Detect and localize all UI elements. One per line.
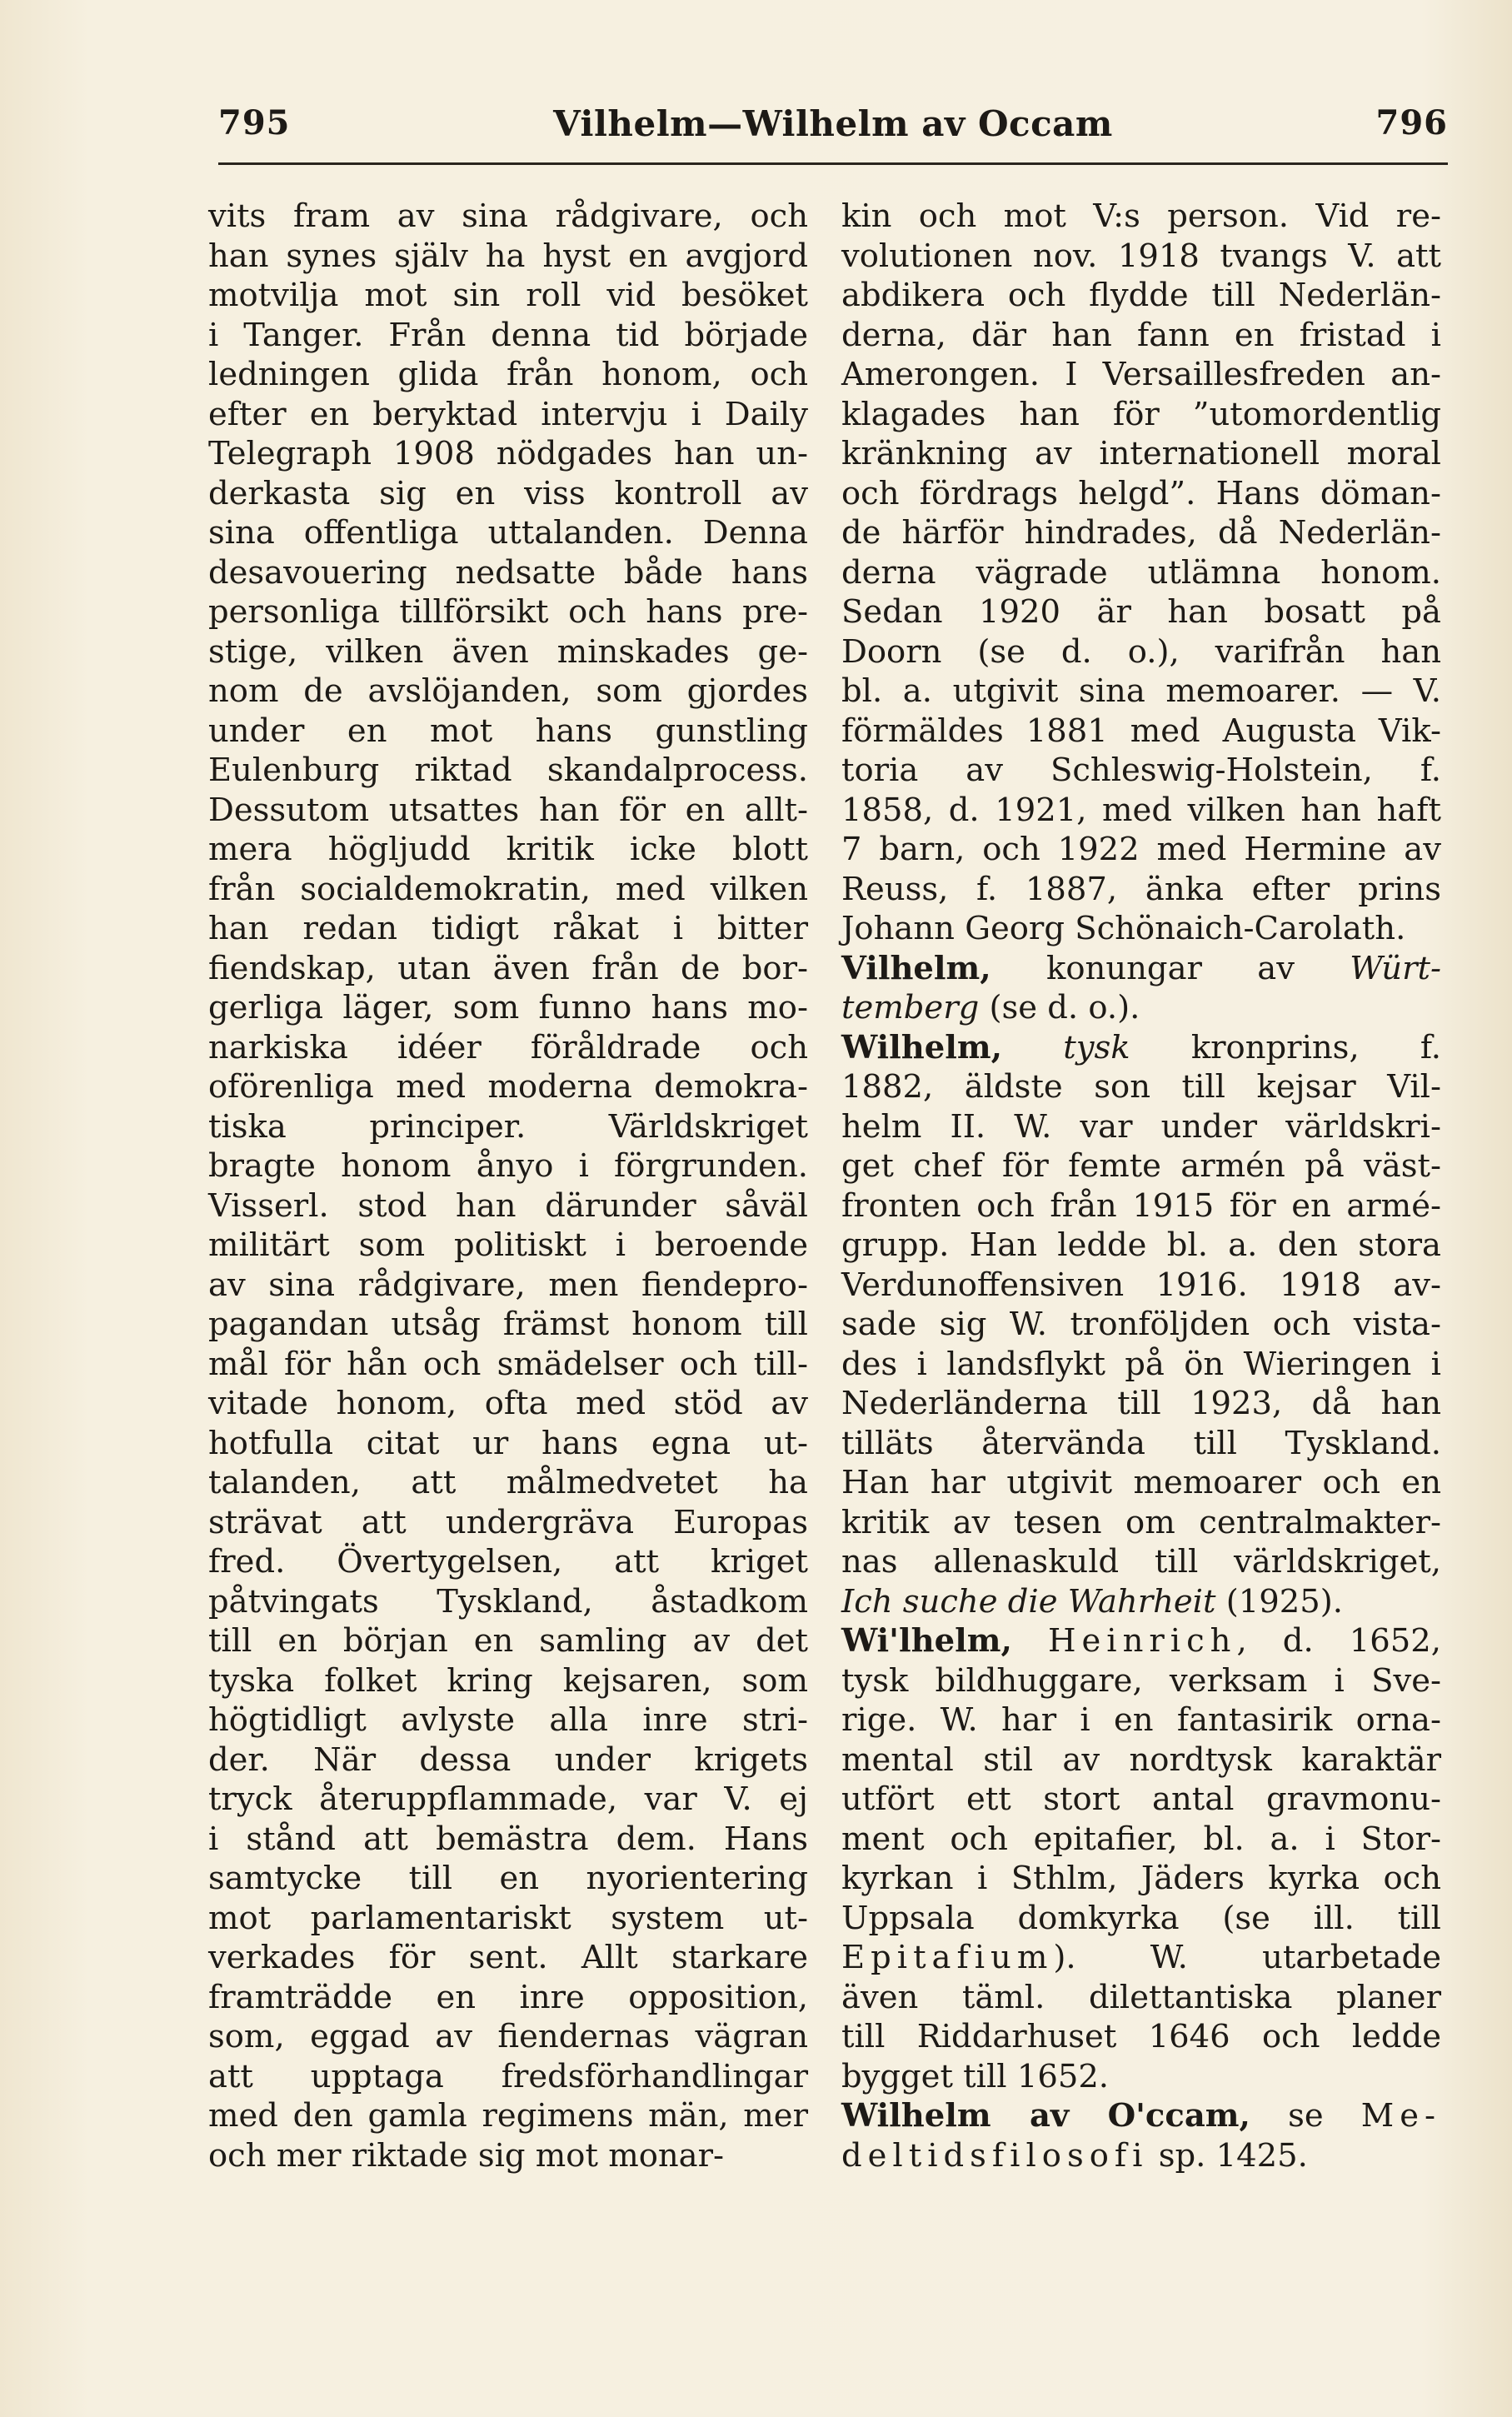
text-line: nas allenaskuld till världskriget, bbox=[841, 1543, 1441, 1581]
text-line: mera högljudd kritik icke blott bbox=[208, 831, 808, 868]
entry-vilhelm-wurttemberg-line2: temberg (se d. o.). bbox=[841, 989, 1140, 1026]
text-line: Uppsala domkyrka (se ill. till bbox=[841, 1899, 1441, 1937]
text-line: derna, där han fann en fristad i bbox=[841, 316, 1441, 354]
text-line: i stånd att bemästra dem. Hans bbox=[208, 1820, 808, 1858]
book-title: Ich suche die Wahrheit bbox=[841, 1582, 1216, 1620]
text-line: motvilja mot sin roll vid besöket bbox=[208, 277, 808, 314]
text-line: mental stil av nordtysk karaktär bbox=[841, 1740, 1441, 1779]
text-line: och mer riktade sig mot monar- bbox=[208, 2136, 725, 2175]
text-line: han synes själv ha hyst en avgjord bbox=[208, 237, 808, 275]
text-line: Eulenburg riktad skandalprocess. bbox=[208, 752, 808, 789]
text-line: Amerongen. I Versaillesfreden an- bbox=[841, 356, 1441, 393]
text-line: Verdunoffensiven 1916. 1918 av- bbox=[841, 1266, 1441, 1304]
text-line: tiska principer. Världskriget bbox=[208, 1107, 808, 1146]
text-line: till Riddarhuset 1646 och ledde bbox=[841, 2018, 1441, 2055]
text-line: högtidligt avlyste alla inre stri- bbox=[208, 1701, 808, 1739]
text-line: klagades han för ”utomordentlig bbox=[841, 395, 1441, 433]
headword: Wi'lhelm, bbox=[841, 1622, 1012, 1660]
header-rule bbox=[218, 162, 1448, 165]
running-head-title: Vilhelm—Wilhelm av Occam bbox=[553, 103, 1113, 144]
entry-vilhelm-wurttemberg-line1: Vilhelm, konungar av Würt- bbox=[841, 949, 1441, 987]
text-line: vits fram av sina rådgivare, och bbox=[208, 197, 808, 235]
entry-wilhelm-heinrich-body-b bbox=[841, 1978, 1441, 2097]
cross-reference: temberg bbox=[841, 989, 980, 1026]
text-line: derna vägrade utlämna honom. bbox=[841, 553, 1441, 592]
left-column bbox=[208, 197, 808, 2175]
text-line: av sina rådgivare, men fiendepro- bbox=[208, 1266, 808, 1304]
text-line: der. När dessa under krigets bbox=[208, 1740, 808, 1779]
person-name: Heinrich bbox=[1047, 1622, 1237, 1660]
text-line: utfört ett stort antal gravmonu- bbox=[841, 1780, 1441, 1818]
entry-wilhelm-heinrich-line1: Wi'lhelm, Heinrich, d. 1652, bbox=[841, 1622, 1441, 1660]
text-line: Visserl. stod han därunder såväl bbox=[208, 1186, 808, 1225]
text-line: hotfulla citat ur hans egna ut- bbox=[208, 1424, 808, 1462]
text-line: bragte honom ånyo i förgrunden. bbox=[208, 1147, 808, 1185]
text-line: talanden, att målmedvetet ha bbox=[208, 1464, 808, 1501]
text-line: tryck återuppflammade, var V. ej bbox=[208, 1780, 808, 1818]
text-line: ment och epitafier, bl. a. i Stor- bbox=[841, 1820, 1441, 1858]
right-intro-text bbox=[841, 197, 1441, 949]
text-line: Johann Georg Schönaich-Carolath. bbox=[841, 910, 1406, 947]
entry-wilhelm-occam-line2: deltidsfilosofi sp. 1425. bbox=[841, 2136, 1308, 2175]
headword: Vilhelm, bbox=[841, 949, 991, 987]
text-line: stige, vilken även minskades ge- bbox=[208, 632, 808, 671]
entry-wilhelm-kronprins-body bbox=[841, 1067, 1441, 1582]
cross-reference: Würt- bbox=[1350, 949, 1441, 987]
headword: Wilhelm av O'ccam, bbox=[841, 2097, 1250, 2135]
text-line: förmäldes 1881 med Augusta Vik- bbox=[841, 712, 1441, 750]
text-line: påtvingats Tyskland, åstadkom bbox=[208, 1582, 808, 1620]
text-line: Doorn (se d. o.), varifrån han bbox=[841, 632, 1441, 671]
text-line: i Tanger. Från denna tid började bbox=[208, 316, 808, 354]
text-line: verkades för sent. Allt starkare bbox=[208, 1939, 808, 1976]
text-line: Reuss, f. 1887, änka efter prins bbox=[841, 870, 1441, 908]
text-line: med den gamla regimens män, mer bbox=[208, 2097, 808, 2135]
text-line: Sedan 1920 är han bosatt på bbox=[841, 593, 1441, 631]
text-line: des i landsflykt på ön Wieringen i bbox=[841, 1345, 1441, 1383]
text-line: abdikera och flydde till Nederlän- bbox=[841, 277, 1441, 314]
text-line: oförenliga med moderna demokra- bbox=[208, 1068, 808, 1106]
text-line: under en mot hans gunstling bbox=[208, 712, 808, 750]
text-line: kyrkan i Sthlm, Jäders kyrka och bbox=[841, 1860, 1441, 1897]
text-line: pagandan utsåg främst honom till bbox=[208, 1306, 808, 1343]
text-line: till en början en samling av det bbox=[208, 1622, 808, 1660]
text-line: desavouering nedsatte både hans bbox=[208, 553, 808, 592]
right-column bbox=[841, 197, 1441, 2175]
text-line: gerliga läger, som funno hans mo- bbox=[208, 989, 808, 1026]
right-page-number: 796 bbox=[1375, 103, 1448, 142]
text-line: 7 barn, och 1922 med Hermine av bbox=[841, 831, 1441, 868]
text-line: han redan tidigt råkat i bitter bbox=[208, 910, 808, 947]
text-line: även täml. dilettantiska planer bbox=[841, 1978, 1441, 2016]
entry-wilhelm-kronprins-book: Ich suche die Wahrheit (1925). bbox=[841, 1582, 1343, 1620]
cross-reference: deltidsfilosofi bbox=[841, 2136, 1149, 2175]
page-header bbox=[218, 98, 1448, 157]
text-line: fred. Övertygelsen, att kriget bbox=[208, 1543, 808, 1581]
headword: Wilhelm, bbox=[841, 1028, 1003, 1066]
text-line: framträdde en inre opposition, bbox=[208, 1978, 808, 2016]
text-line: kritik av tesen om centralmakter- bbox=[841, 1503, 1441, 1541]
text-line: bl. a. utgivit sina memoarer. — V. bbox=[841, 672, 1441, 710]
text-line: volutionen nov. 1918 tvangs V. att bbox=[841, 237, 1441, 275]
text-line: efter en beryktad intervju i Daily bbox=[208, 395, 808, 433]
entry-wilhelm-heinrich-ref-line: Epitafium). W. utarbetade bbox=[841, 1939, 1441, 1976]
text-line: strävat att undergräva Europas bbox=[208, 1503, 808, 1541]
text-line: Nederländerna till 1923, då han bbox=[841, 1385, 1441, 1422]
text-line: Telegraph 1908 nödgades han un- bbox=[208, 435, 808, 472]
text-line: 1882, äldste son till kejsar Vil- bbox=[841, 1068, 1441, 1106]
text-line: grupp. Han ledde bl. a. den stora bbox=[841, 1226, 1441, 1264]
text-line: mot parlamentariskt system ut- bbox=[208, 1899, 808, 1937]
text-line: ledningen glida från honom, och bbox=[208, 356, 808, 393]
text-line: derkasta sig en viss kontroll av bbox=[208, 474, 808, 512]
text-line: fiendskap, utan även från de bor- bbox=[208, 949, 808, 987]
text-line: samtycke till en nyorientering bbox=[208, 1860, 808, 1897]
text-line: mål för hån och smädelser och till- bbox=[208, 1345, 808, 1383]
text-line: som, eggad av fiendernas vägran bbox=[208, 2018, 808, 2055]
left-page-number: 795 bbox=[218, 103, 291, 142]
text-line: och fördrags helgd”. Hans döman- bbox=[841, 474, 1441, 512]
entry-wilhelm-occam-line1: Wilhelm av O'ccam, se Me- bbox=[841, 2097, 1441, 2135]
entry-wilhelm-kronprins-line1: Wilhelm, tysk kronprins, f. bbox=[841, 1028, 1441, 1066]
text-line: från socialdemokratin, med vilken bbox=[208, 870, 808, 908]
cross-reference: Me- bbox=[1360, 2097, 1441, 2135]
text-line: personliga tillförsikt och hans pre- bbox=[208, 593, 808, 631]
text-line: sina offentliga uttalanden. Denna bbox=[208, 514, 808, 552]
text-line: nom de avslöjanden, som gjordes bbox=[208, 672, 808, 710]
text-line: rige. W. har i en fantasirik orna- bbox=[841, 1701, 1441, 1739]
text-line: kränkning av internationell moral bbox=[841, 435, 1441, 472]
entry-wilhelm-heinrich-body-a bbox=[841, 1661, 1441, 1939]
text-line: vitade honom, ofta med stöd av bbox=[208, 1385, 808, 1422]
text-line: helm II. W. var under världskri- bbox=[841, 1107, 1441, 1146]
text-line: get chef för femte armén på väst- bbox=[841, 1147, 1441, 1185]
text-line: tysk bildhuggare, verksam i Sve- bbox=[841, 1661, 1441, 1700]
text-line: Han har utgivit memoarer och en bbox=[841, 1464, 1441, 1501]
text-line: de härför hindrades, då Nederlän- bbox=[841, 514, 1441, 552]
text-line: tilläts återvända till Tyskland. bbox=[841, 1424, 1441, 1462]
text-line: narkiska idéer föråldrade och bbox=[208, 1028, 808, 1066]
cross-reference: Epitafium bbox=[841, 1939, 1054, 1976]
text-line: 1858, d. 1921, med vilken han haft bbox=[841, 791, 1441, 829]
text-line: tyska folket kring kejsaren, som bbox=[208, 1661, 808, 1700]
text-line: militärt som politiskt i beroende bbox=[208, 1226, 808, 1264]
text-line: bygget till 1652. bbox=[841, 2057, 1110, 2095]
text-line: toria av Schleswig-Holstein, f. bbox=[841, 752, 1441, 789]
text-line: Dessutom utsattes han för en allt- bbox=[208, 791, 808, 829]
text-line: kin och mot V:s person. Vid re- bbox=[841, 197, 1441, 235]
text-line: att upptaga fredsförhandlingar bbox=[208, 2057, 808, 2095]
text-line: fronten och från 1915 för en armé- bbox=[841, 1186, 1441, 1225]
text-line: sade sig W. tronföljden och vista- bbox=[841, 1306, 1441, 1343]
